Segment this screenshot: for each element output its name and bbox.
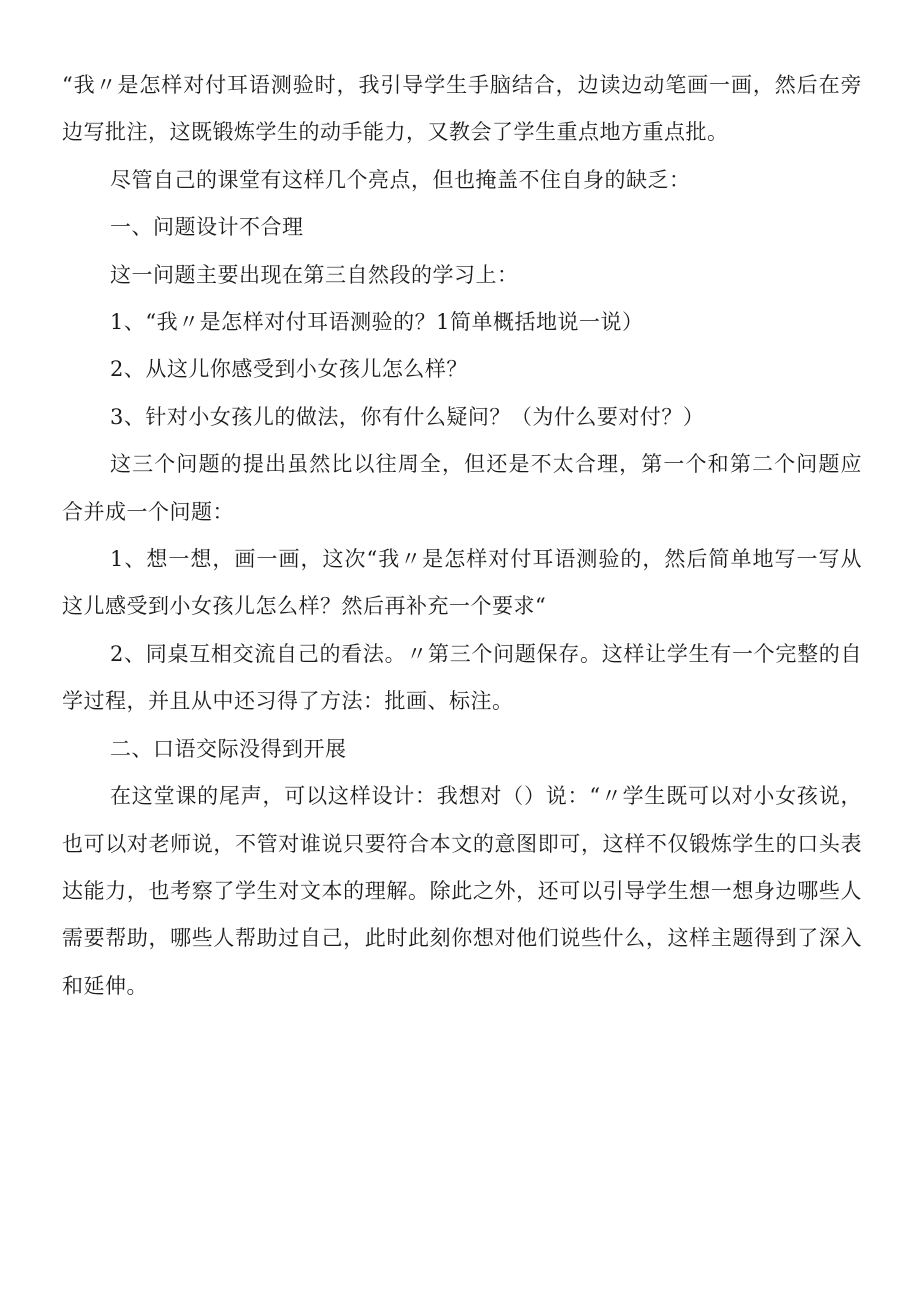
list-item-merged-question-1: 1、想一想，画一画，这次“我〃是怎样对付耳语测验的，然后简单地写一写从这儿感受到小女孩儿怎么样？然后再补充一个要求“ (62, 547, 862, 619)
list-item-question-3: 3、针对小女孩儿的做法，你有什么疑问？（为什么要对付？） (110, 404, 705, 429)
paragraph-shortcomings-intro: 尽管自己的课堂有这样几个亮点，但也掩盖不住自身的缺乏： (110, 167, 691, 192)
section-heading-oral-communication: 二、口语交际没得到开展 (110, 736, 347, 761)
paragraph-problem-location: 这一问题主要出现在第三自然段的学习上： (110, 262, 519, 287)
paragraph-question-analysis: 这三个问题的提出虽然比以往周全，但还是不太合理，第一个和第二个问题应合并成一个问题： (62, 452, 862, 524)
section-heading-question-design: 一、问题设计不合理 (110, 215, 304, 240)
document-body (62, 62, 862, 1010)
list-item-question-2: 2、从这儿你感受到小女孩儿怎么样？ (110, 357, 468, 382)
list-item-question-1: 1、“我〃是怎样对付耳语测验的？1简单概括地说一说） (110, 310, 644, 335)
list-item-merged-question-2: 2、同桌互相交流自己的看法。〃第三个问题保存。这样让学生有一个完整的自学过程，并且从中还习得了方法：批画、标注。 (62, 641, 862, 714)
paragraph-lesson-ending-design: 在这堂课的尾声，可以这样设计：我想对（）说：“〃学生既可以对小女孩说，也可以对老师说，不管对谁说只要符合本文的意图即可，这样不仅锻炼学生的口头表达能力，也考察了学生对文本的理解。除此之外，还可以引导学生想一想身边哪些人需要帮助，哪些人帮助过自己，此时此刻你想对他们说些什么，这样主题得到了深入和延伸。 (62, 784, 862, 998)
paragraph-continuation: “我〃是怎样对付耳语测验时，我引导学生手脑结合，边读边动笔画一画，然后在旁边写批注，这既锻炼学生的动手能力，又教会了学生重点地方重点批。 (62, 73, 862, 145)
